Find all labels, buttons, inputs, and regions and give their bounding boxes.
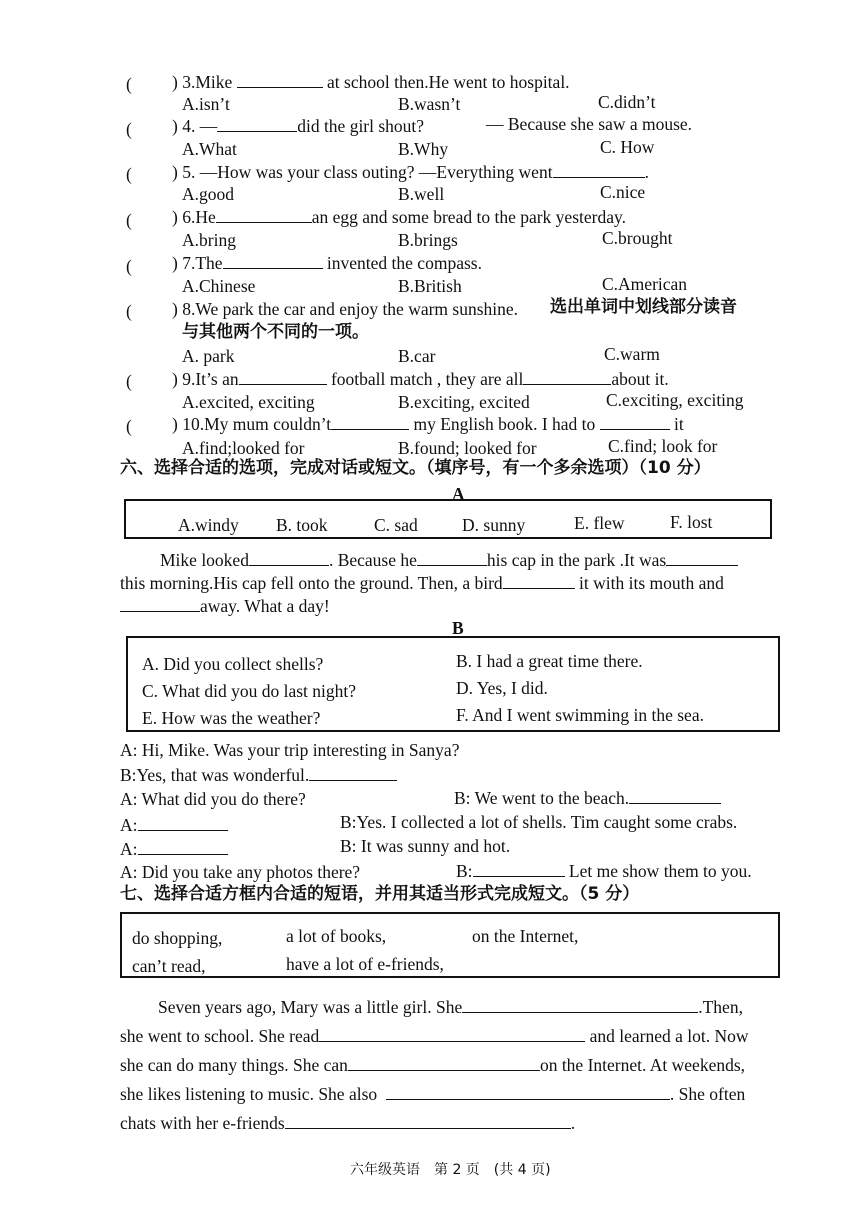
- section-6-title: 六、选择合适的选项，完成对话或短文。（填序号，有一个多余选项）（10 分）: [120, 458, 711, 478]
- option-b: B.brings: [398, 230, 458, 250]
- word-option: B. took: [276, 515, 328, 535]
- word-option: E. flew: [574, 513, 625, 533]
- dialog-line: B: Let me show them to you.: [456, 861, 752, 881]
- section-7-title: 七、选择合适方框内合适的短语，并用其适当形式完成短文。（5 分）: [120, 884, 640, 904]
- question-stem: ) 9.It’s an football match , they are all about it.: [172, 369, 669, 389]
- part-b-label: B: [452, 618, 464, 638]
- phrase-option: on the Internet,: [472, 926, 579, 946]
- question-stem: ) 7.The invented the compass.: [172, 253, 482, 273]
- page-footer: 六年级英语 第 2 页 (共 4 页): [350, 1162, 551, 1178]
- answer-blank[interactable]: [331, 414, 409, 430]
- answer-blank[interactable]: [348, 1055, 540, 1071]
- word-option: A.windy: [178, 515, 239, 535]
- question-stem-answer: — Because she saw a mouse.: [486, 114, 693, 134]
- answer-blank[interactable]: [523, 369, 611, 385]
- passage-line: chats with her e-friends .: [120, 1113, 576, 1133]
- option-c: C.exciting, exciting: [606, 390, 744, 410]
- dialog-line: A: Did you take any photos there?: [120, 862, 361, 882]
- option-c: C.warm: [604, 344, 660, 364]
- answer-blank[interactable]: [417, 550, 487, 566]
- option-b: B.well: [398, 184, 445, 204]
- question-stem: ) 8.We park the car and enjoy the warm sunshine.: [172, 299, 519, 319]
- answer-blank[interactable]: [216, 207, 312, 223]
- answer-blank[interactable]: [309, 765, 397, 781]
- option-a: A.excited, exciting: [182, 392, 315, 412]
- option-a: A.good: [182, 184, 235, 204]
- dialog-option: A. Did you collect shells?: [142, 654, 324, 674]
- option-c: C.nice: [600, 182, 646, 202]
- dialog-line: B:Yes, that was wonderful.: [120, 765, 397, 785]
- word-option: C. sad: [374, 515, 418, 535]
- dialog-line: A: Hi, Mike. Was your trip interesting in Sanya?: [120, 740, 460, 760]
- passage-line: she can do many things. She can on the Internet. At weekends,: [120, 1055, 746, 1075]
- question-stem: ) 10.My mum couldn’t my English book. I had to it: [172, 414, 684, 434]
- option-c: C.find; look for: [608, 436, 718, 456]
- phrase-option: a lot of books,: [286, 926, 387, 946]
- answer-blank[interactable]: [600, 414, 670, 430]
- dialog-option: E. How was the weather?: [142, 708, 321, 728]
- phrase-option: can’t read,: [132, 956, 206, 976]
- passage-line: she went to school. She read and learned a lot. Now: [120, 1026, 749, 1046]
- answer-paren: (: [126, 371, 132, 391]
- answer-blank[interactable]: [223, 253, 323, 269]
- answer-blank[interactable]: [217, 116, 297, 132]
- dialog-line: B: It was sunny and hot.: [340, 836, 511, 856]
- passage-line: Mike looked . Because he his cap in the park .It was: [160, 550, 738, 570]
- dialog-option: F. And I went swimming in the sea.: [456, 705, 704, 725]
- dialog-option: C. What did you do last night?: [142, 681, 357, 701]
- answer-paren: (: [126, 74, 132, 94]
- option-c: C.brought: [602, 228, 673, 248]
- dialog-line: A: What did you do there?: [120, 789, 306, 809]
- answer-blank[interactable]: [138, 815, 228, 831]
- answer-blank[interactable]: [239, 369, 327, 385]
- option-c: C. How: [600, 137, 655, 157]
- word-bank-a: [124, 499, 772, 539]
- answer-blank[interactable]: [553, 162, 645, 178]
- question-instruction: 选出单词中划线部分读音: [550, 297, 737, 317]
- dialog-option: D. Yes, I did.: [456, 678, 548, 698]
- option-b: B.found; looked for: [398, 438, 537, 458]
- answer-blank[interactable]: [629, 788, 721, 804]
- option-a: A.isn’t: [182, 94, 230, 114]
- answer-blank[interactable]: [319, 1026, 585, 1042]
- answer-blank[interactable]: [285, 1113, 571, 1129]
- option-a: A.find;looked for: [182, 438, 305, 458]
- word-option: D. sunny: [462, 515, 526, 535]
- answer-blank[interactable]: [120, 596, 200, 612]
- option-a: A.bring: [182, 230, 236, 250]
- answer-blank[interactable]: [237, 72, 323, 88]
- passage-line: she likes listening to music. She also . She often: [120, 1084, 746, 1104]
- question-stem: ) 3.Mike at school then.He went to hospital.: [172, 72, 570, 92]
- question-stem: ) 6.He an egg and some bread to the park yesterday.: [172, 207, 626, 227]
- option-c: C.American: [602, 274, 688, 294]
- answer-blank[interactable]: [462, 997, 698, 1013]
- part-a-label: A: [452, 484, 465, 504]
- word-option: F. lost: [670, 512, 713, 532]
- answer-paren: (: [126, 210, 132, 230]
- answer-paren: (: [126, 119, 132, 139]
- phrase-bank: [120, 912, 780, 978]
- option-b: B.exciting, excited: [398, 392, 530, 412]
- question-stem: ) 5. —How was your class outing? —Everything went .: [172, 162, 649, 182]
- question-instruction-cont: 与其他两个不同的一项。: [182, 322, 369, 342]
- answer-blank[interactable]: [473, 861, 565, 877]
- answer-paren: (: [126, 256, 132, 276]
- answer-blank[interactable]: [386, 1084, 670, 1100]
- answer-blank[interactable]: [503, 573, 575, 589]
- passage-line: this morning.His cap fell onto the ground. Then, a bird it with its mouth and: [120, 573, 724, 593]
- option-b: B.car: [398, 346, 436, 366]
- dialog-line: A:: [120, 815, 228, 835]
- answer-blank[interactable]: [666, 550, 738, 566]
- answer-paren: (: [126, 164, 132, 184]
- option-a: A.Chinese: [182, 276, 256, 296]
- option-b: B.Why: [398, 139, 449, 159]
- dialog-line: B: We went to the beach.: [454, 788, 721, 808]
- option-b: B.wasn’t: [398, 94, 461, 114]
- dialog-line: B:Yes. I collected a lot of shells. Tim caught some crabs.: [340, 812, 738, 832]
- dialog-line: A:: [120, 839, 228, 859]
- option-a: A. park: [182, 346, 235, 366]
- option-a: A.What: [182, 139, 237, 159]
- answer-blank[interactable]: [138, 839, 228, 855]
- option-bank-b: [126, 636, 780, 732]
- passage-line: Seven years ago, Mary was a little girl. She .Then,: [158, 997, 743, 1017]
- answer-blank[interactable]: [249, 550, 329, 566]
- passage-line: away. What a day!: [120, 596, 330, 616]
- phrase-option: have a lot of e-friends,: [286, 954, 444, 974]
- answer-paren: (: [126, 301, 132, 321]
- phrase-option: do shopping,: [132, 928, 223, 948]
- dialog-option: B. I had a great time there.: [456, 651, 643, 671]
- question-stem: ) 4. — did the girl shout?: [172, 116, 425, 136]
- option-c: C.didn’t: [598, 92, 656, 112]
- answer-paren: (: [126, 416, 132, 436]
- option-b: B.British: [398, 276, 462, 296]
